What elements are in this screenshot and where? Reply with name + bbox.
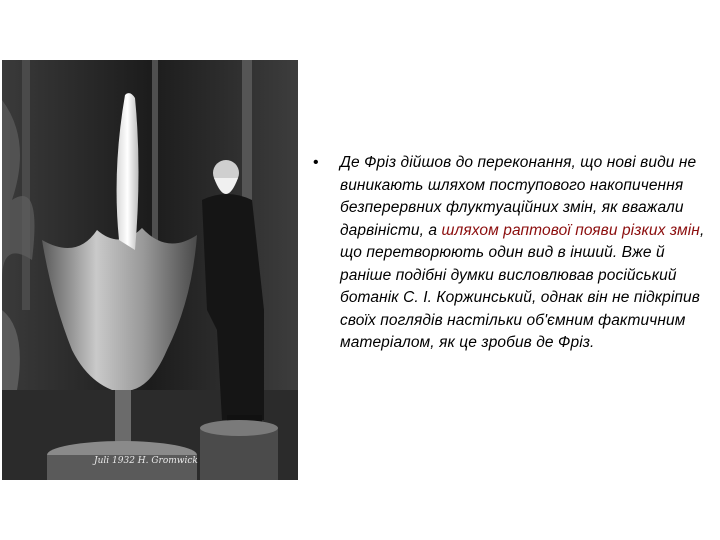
historical-photo [2,60,298,480]
photo-illustration [2,60,298,480]
photo-handwritten-caption: Juli 1932 H. Gromwick [94,456,198,466]
paragraph-text-part1: Де Фріз дійшов до переконання, що нові види не виникають шляхом поступового накопичення безперервних флуктуаційних змін, як вважали дарвіністи, а [340,154,697,239]
bullet-icon: • [313,154,319,171]
paragraph-text-part2: , що перетворюють один вид в інший. Вже й раніше подібні думки висловлював російський ботанік С. І. Коржинський, однак він не підкріпив своїх поглядів настільки об'ємним фактичним матеріалом, як це зробив де Фріз. [340,221,705,351]
paragraph-highlight: шляхом раптової появи різких змін [441,221,700,239]
body-paragraph [340,152,708,355]
